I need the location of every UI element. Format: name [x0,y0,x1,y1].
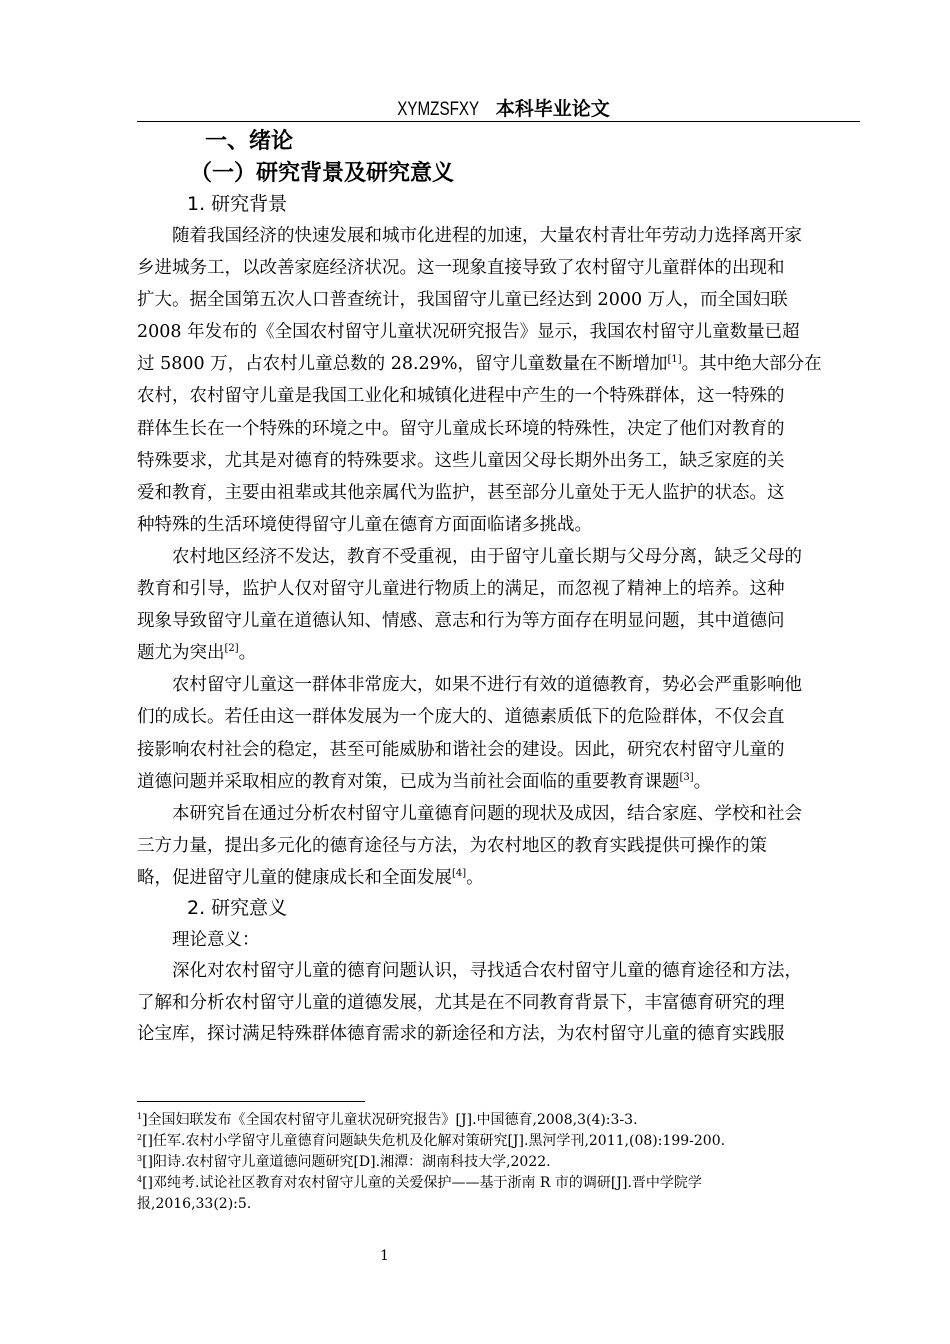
line-text: []邓纯考.试论社区教育对农村留守儿童的关爱保护——基于浙南 R 市的调研[J].晋中学院学 [142,1175,702,1191]
text-line [137,220,862,252]
text-line [137,477,862,509]
page-number: 1 [380,1248,389,1264]
line-text: 。 [693,771,712,792]
line-text: 三方力量，提出多元化的德育途径与方法，为农村地区的教育实践提供可操作的策 [137,835,767,856]
line-text: 随着我国经济的快速发展和城市化进程的加速，大量农村青壮年劳动力选择离开家 [172,226,802,246]
header-code: XYMZSFXY [397,99,480,120]
line-text: ]全国妇联发布《全国农村留守儿童状况研究报告》[J].中国德育,2008,3(4):3-3. [142,1112,638,1128]
line-text: 报,2016,33(2):5. [137,1196,252,1212]
text-line [137,509,862,541]
line-text: 论宝库，探讨满足特殊群体德育需求的新途径和方法，为农村留守儿童的德育实践服 [137,1024,785,1045]
text-line [137,1019,862,1050]
line-text: 农村地区经济不发达，教育不受重视，由于留守儿童长期与父母分离，缺乏父母的 [172,546,802,567]
text-line [137,766,862,798]
line-text: []阳诗.农村留守儿童道德问题研究[D].湘潭：湖南科技大学,2022. [142,1154,551,1170]
text-line [137,830,862,862]
text-line [137,252,862,284]
footnote-marker: 3 [137,1154,143,1163]
subsection-heading-significance: 2. 研究意义 [187,897,288,919]
footnote-line [137,1194,862,1215]
citation-marker[interactable]: [3] [679,771,694,783]
line-text: 。其中绝大部分在 [681,354,822,375]
text-line [137,348,862,380]
line-text: 种特殊的生活环境使得留守儿童在德育方面面临诸多挑战。 [137,514,592,535]
line-text: 农村留守儿童这一群体非常庞大，如果不进行有效的道德教育，势必会严重影响他 [172,675,802,696]
footnotes [137,1110,862,1215]
footnote-line [137,1152,862,1173]
text-line [137,380,862,412]
text-line [137,413,862,445]
text-line [137,734,862,766]
line-text: 本研究旨在通过分析农村留守儿童德育问题的现状及成因，结合家庭、学校和社会 [172,803,802,824]
line-text: 现象导致留守儿童在道德认知、情感、意志和行为等方面存在明显问题，其中道德问 [137,611,785,632]
text-line [137,988,862,1019]
header-title: 本科毕业论文 [495,98,610,120]
footnote-marker: 4 [137,1175,143,1184]
line-text: 特殊要求，尤其是对德育的特殊要求。这些儿童因父母长期外出务工，缺乏家庭的关 [137,450,785,471]
line-text: 乡进城务工，以改善家庭经济状况。这一现象直接导致了农村留守儿童群体的出现和 [137,258,785,279]
text-line [137,445,862,477]
line-text: 接影响农村社会的稳定，甚至可能威胁和谐社会的建设。因此，研究农村留守儿童的 [137,739,785,760]
line-text: 们的成长。若任由这一群体发展为一个庞大的、道德素质低下的危险群体，不仅会直 [137,707,785,728]
text-line [137,316,862,348]
text-line [137,637,862,669]
line-text: 教育和引导，监护人仅对留守儿童进行物质上的满足，而忽视了精神上的培养。这种 [137,579,785,600]
text-line [137,541,862,573]
line-text: 群体生长在一个特殊的环境之中。留守儿童成长环境的特殊性，决定了他们对教育的 [137,418,785,439]
citation-marker[interactable]: [1] [667,354,682,366]
line-text: 深化对农村留守儿童的德育问题认识，寻找适合农村留守儿童的德育途径和方法， [172,961,802,982]
line-text: 题尤为突出 [137,643,225,664]
text-line [137,798,862,830]
footnote-line [137,1131,862,1152]
header-rule [137,121,860,122]
body-text-significance [137,925,862,1051]
text-line [137,862,862,894]
text-line [137,669,862,701]
footnote-line [137,1173,862,1194]
text-line [137,701,862,733]
line-text: []任军.农村小学留守儿童德育问题缺失危机及化解对策研究[J].黑河学刊,2011,(08):199-200. [142,1133,726,1149]
footnote-rule [137,1101,365,1102]
line-text: 理论意义： [172,930,260,950]
text-line [137,925,862,956]
line-text: 过 5800 万，占农村儿童总数的 28.29%，留守儿童数量在不断增加 [137,354,668,375]
text-line [137,605,862,637]
line-text: 爱和教育，主要由祖辈或其他亲属代为监护，甚至部分儿童处于无人监护的状态。这 [137,482,785,503]
line-text: 。 [466,867,484,888]
line-text: 了解和分析农村留守儿童的道德发展，尤其是在不同教育背景下，丰富德育研究的理 [137,992,785,1013]
footnote-line [137,1110,862,1131]
body-text-background [137,220,862,894]
line-text: 略，促进留守儿童的健康成长和全面发展 [137,867,452,888]
line-text: 2008 年发布的《全国农村留守儿童状况研究报告》显示，我国农村留守儿童数量已超 [137,322,800,343]
citation-marker[interactable]: [2] [224,643,239,655]
footnote-marker: 2 [137,1133,143,1142]
citation-marker[interactable]: [4] [452,867,467,879]
section-heading: （一）研究背景及研究意义 [190,161,455,186]
chapter-heading: 一、绪论 [205,129,294,154]
line-text: 农村，农村留守儿童是我国工业化和城镇化进程中产生的一个特殊群体，这一特殊的 [137,386,785,407]
text-line [137,573,862,605]
subsection-heading-background: 1. 研究背景 [187,193,288,215]
line-text: 。 [238,643,257,664]
page-header [137,94,860,121]
text-line [137,956,862,987]
line-text: 道德问题并采取相应的教育对策，已成为当前社会面临的重要教育课题 [137,771,680,792]
line-text: 扩大。据全国第五次人口普查统计，我国留守儿童已经达到 2000 万人，而全国妇联 [137,290,788,311]
text-line [137,284,862,316]
footnote-marker: 1 [137,1112,143,1121]
